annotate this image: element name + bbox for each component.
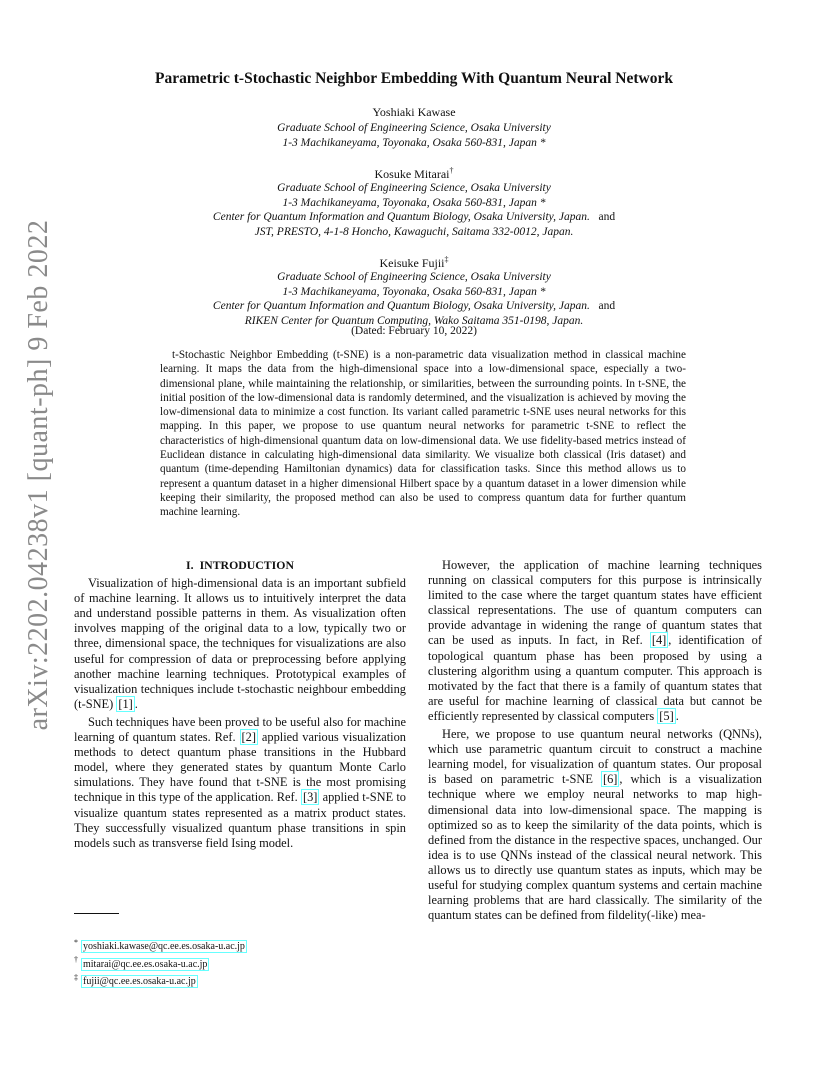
section-heading: I. INTRODUCTION bbox=[186, 558, 294, 572]
paper-title: Parametric t-Stochastic Neighbor Embedding With Quantum Neural Network bbox=[155, 70, 673, 87]
footnote: ‡ fujii@qc.ee.es.osaka-u.ac.jp bbox=[74, 972, 196, 987]
arxiv-stamp: arXiv:2202.04238v1 [quant-ph] 9 Feb 2022 bbox=[23, 219, 54, 731]
left-column bbox=[74, 558, 406, 851]
citation-link[interactable]: [3] bbox=[302, 790, 318, 805]
email-link[interactable]: yoshiaki.kawase@qc.ee.es.osaka-u.ac.jp bbox=[83, 941, 245, 953]
paragraph: Here, we propose to use quantum neural networks (QNNs), which use parametric quantum circuit to construct a machine learning model, for visualization of quantum states. Our proposal is based on parametric t-SNE [6] , which is a visualization technique where we employ neural networks to map high-dimensional data into low-dimensional space. The mapping is optimized so as to keep the similarity of the data points, which is defined from the distance in the respective spaces, unchanged. Our idea is to use QNNs instead of the classical neural network. This allows us to directly use quantum states as inputs, which may be useful for studying complex quantum systems and certain machine learning problems that are hard classically. The similarity of the quantum states can be defined from fildelity(-like) mea- bbox=[428, 727, 762, 923]
author-name: Keisuke Fujii‡ bbox=[379, 255, 449, 270]
email-link[interactable]: mitarai@qc.ee.es.osaka-u.ac.jp bbox=[83, 958, 208, 970]
date-line: (Dated: February 10, 2022) bbox=[351, 325, 477, 337]
footnote: * yoshiaki.kawase@qc.ee.es.osaka-u.ac.jp bbox=[74, 938, 245, 953]
author-affiliation: Graduate School of Engineering Science, Osaka University 1-3 Machikaneyama, Toyonaka, Osaka 560-831, Japan * bbox=[277, 122, 551, 149]
author-name: Yoshiaki Kawase bbox=[372, 105, 456, 119]
right-column bbox=[428, 558, 762, 923]
footnote-rule bbox=[74, 913, 119, 914]
citation-link[interactable]: [1] bbox=[118, 696, 133, 711]
abstract: t-Stochastic Neighbor Embedding (t-SNE) is a non-parametric data visualization method in classical machine learning. It maps the data from the high-dimensional space into a low-dimensional space, especially a two-dimensional plane, while maintaining the relationship, or similarities, between the surrounding points. In t-SNE, the initial position of the low-dimensional data is randomly determined, and the visualization is achieved by moving the low-dimensional data to minimize a cost function. Its variant called parametric t-SNE uses neural networks for this mapping. In this paper, we propose to use quantum neural networks for parametric t-SNE to reflect the characteristics of high-dimensional quantum data on low-dimensional data. We use fidelity-based metrics instead of Euclidean distance in calculating high-dimensional data similarity. We visualize both classical (Iris dataset) and quantum (time-depending Hamiltonian dynamics) data for classification tasks. Since this method allows us to represent a quantum dataset in a higher dimensional Hilbert space by a quantum dataset in a lower dimension while keeping their similarity, the proposed method can also be used to compress quantum data for further quantum machine learning. bbox=[160, 349, 686, 519]
paragraph: However, the application of machine learning techniques running on classical computers for this purpose is intrinsically limited to the case where the target quantum states have efficient classical representations. The use of quantum computers can provide advantage in widening the range of quantum states that can be used as inputs. In fact, in Ref. [4] , identification of topological quantum phase has been proposed by using a clustering algorithm using a quantum computer. This approach is motivated by the fact that there is a family of quantum states that are useful for machine learning of classical data but cannot be efficiently represented by classical computers [5] . bbox=[428, 558, 762, 723]
citation-link[interactable]: [2] bbox=[241, 730, 256, 745]
author-affiliation: Graduate School of Engineering Science, Osaka University 1-3 Machikaneyama, Toyonaka, Osaka 560-831, Japan * Center for Quantum Information and Quantum Biology, Osaka University, Japan. and JST, PRESTO, 4-1-8 Honcho, Kawaguchi, Saitama 332-0012, Japan. bbox=[212, 182, 616, 238]
paragraph: Such techniques have been proved to be useful also for machine learning of quantum states. Ref. [2] applied various visualization methods to detect quantum phase transitions in the Hubbard model, where they generated states by quantum Monte Carlo simulations. They have found that t-SNE is the most promising technique in this type of the application. Ref. [3] applied t-SNE to visualize quantum states represented as a matrix product states. They successfully visualized quantum phase transitions in spin models such as transverse field Ising model. bbox=[74, 714, 406, 850]
citation-link[interactable]: [6] bbox=[602, 772, 618, 787]
citation-link[interactable]: [4] bbox=[651, 633, 667, 648]
author-name: Kosuke Mitarai† bbox=[374, 166, 454, 181]
paragraph: Visualization of high-dimensional data is an important subfield of machine learning. It allows us to intuitively interpret the data and understand possible patterns in them. As visualization often involves mapping of the original data to a low, typically two or three, dimensional space, the techniques for visualizations are also useful for compression of data or preprocessing before applying another machine learning techniques. Prototypical examples of visualization techniques include t-stochastic neighbour embedding (t-SNE) [1] . bbox=[74, 576, 406, 711]
email-link[interactable]: fujii@qc.ee.es.osaka-u.ac.jp bbox=[83, 975, 196, 987]
author-affiliation: Graduate School of Engineering Science, Osaka University 1-3 Machikaneyama, Toyonaka, Osaka 560-831, Japan * Center for Quantum Information and Quantum Biology, Osaka University, Japan. and RIKEN Center for Quantum Computing, Wako Saitama 351-0198, Japan. bbox=[212, 271, 616, 327]
footnotes bbox=[74, 936, 404, 988]
citation-link[interactable]: [5] bbox=[659, 708, 674, 723]
footnote: † mitarai@qc.ee.es.osaka-u.ac.jp bbox=[74, 955, 208, 970]
